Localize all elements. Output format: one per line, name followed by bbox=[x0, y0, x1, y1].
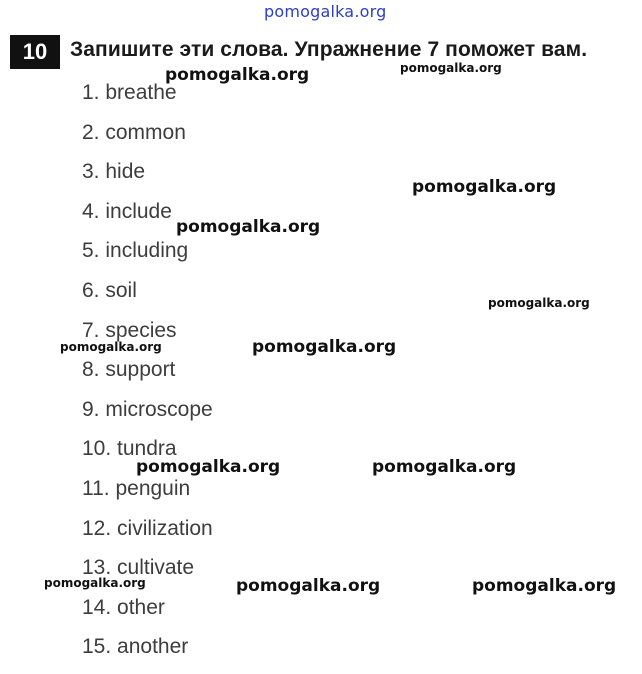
word-item-11: 11. penguin bbox=[82, 476, 191, 500]
watermark: pomogalka.org bbox=[372, 457, 517, 477]
watermark: pomogalka.org bbox=[60, 340, 162, 354]
word-item-7: 7. species bbox=[82, 318, 177, 342]
word-item-6: 6. soil bbox=[82, 278, 137, 302]
watermark: pomogalka.org bbox=[488, 296, 590, 310]
word-item-4: 4. include bbox=[82, 199, 172, 223]
watermark: pomogalka.org bbox=[400, 61, 502, 75]
word-item-1: 1. breathe bbox=[82, 81, 177, 104]
site-watermark-top: pomogalka.org bbox=[264, 2, 387, 21]
word-item-15: 15. another bbox=[82, 635, 189, 659]
watermark: pomogalka.org bbox=[44, 576, 146, 590]
word-item-2: 2. common bbox=[82, 120, 186, 144]
word-item-12: 12. civilization bbox=[82, 516, 213, 540]
word-item-13: 13. cultivate bbox=[82, 556, 195, 580]
watermark: pomogalka.org bbox=[412, 177, 557, 197]
watermark: pomogalka.org bbox=[236, 576, 381, 596]
word-item-3: 3. hide bbox=[82, 160, 146, 184]
word-item-9: 9. microscope bbox=[82, 397, 213, 421]
word-item-14: 14. other bbox=[82, 595, 165, 619]
watermark: pomogalka.org bbox=[165, 65, 310, 85]
watermark: pomogalka.org bbox=[136, 457, 281, 477]
watermark: pomogalka.org bbox=[252, 337, 397, 357]
watermark: pomogalka.org bbox=[472, 576, 617, 596]
watermark: pomogalka.org bbox=[176, 217, 321, 237]
exercise-number-badge: 10 bbox=[10, 35, 60, 69]
word-item-8: 8. support bbox=[82, 358, 176, 382]
word-item-10: 10. tundra bbox=[82, 437, 177, 461]
exercise-instruction: Запишите эти слова. Упражнение 7 поможет вам. bbox=[70, 38, 588, 61]
word-item-5: 5. including bbox=[82, 239, 189, 263]
